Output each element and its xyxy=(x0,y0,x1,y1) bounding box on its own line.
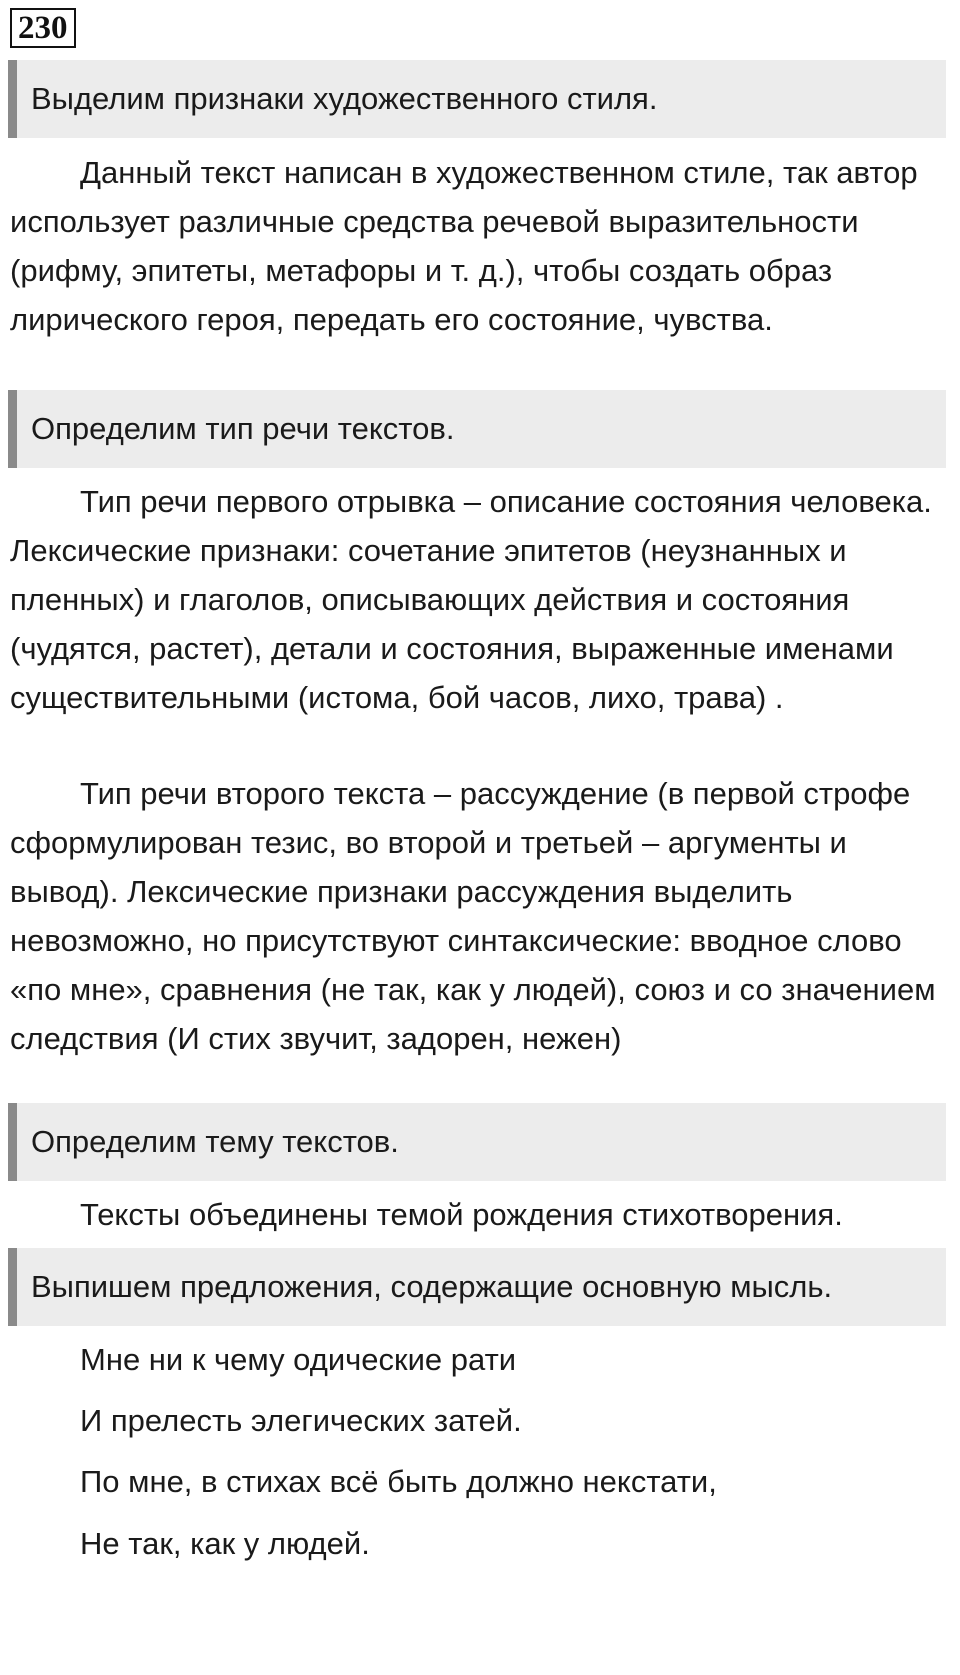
paragraph-second-text-type: Тип речи второго текста – рассуждение (в первой строфе сформулирован тезис, во второй и третьей – аргументы и вывод). Лексические признаки рассуждения выделить невозможно, но присутствуют синтаксические: вводное слово «по мне», сравнения (не так, как у людей), союз и со значением следствия (И стих звучит, задорен, нежен) xyxy=(10,776,936,1056)
heading-main-idea: Выпишем предложения, содержащие основную мысль. xyxy=(8,1248,946,1326)
paragraph-style-explanation: Данный текст написан в художественном стиле, так автор использует различные средства речевой выразительности (рифму, эпитеты, метафоры и т. д.), чтобы создать образ лирического героя, передать его состояние, чувства. xyxy=(10,155,918,337)
paragraph-theme: Тексты объединены темой рождения стихотворения. xyxy=(80,1197,843,1232)
heading-speech-type: Определим тип речи текстов. xyxy=(8,390,946,468)
paragraph-first-excerpt-type: Тип речи первого отрывка – описание состояния человека. Лексические признаки: сочетание эпитетов (неузнанных и пленных) и глаголов, описывающих действия и состояния (чудятся, растет), детали и состояния, выраженные именами существительными (истома, бой часов, лихо, трава) . xyxy=(10,484,932,715)
poem-line: Мне ни к чему одические рати xyxy=(80,1342,517,1377)
poem-line: По мне, в стихах всё быть должно некстати, xyxy=(80,1464,717,1499)
poem-line: И прелесть элегических затей. xyxy=(80,1403,522,1438)
heading-style-features: Выделим признаки художественного стиля. xyxy=(8,60,946,138)
poem-line: Не так, как у людей. xyxy=(80,1526,370,1561)
heading-theme: Определим тему текстов. xyxy=(8,1103,946,1181)
task-number-box: 230 xyxy=(10,8,76,48)
